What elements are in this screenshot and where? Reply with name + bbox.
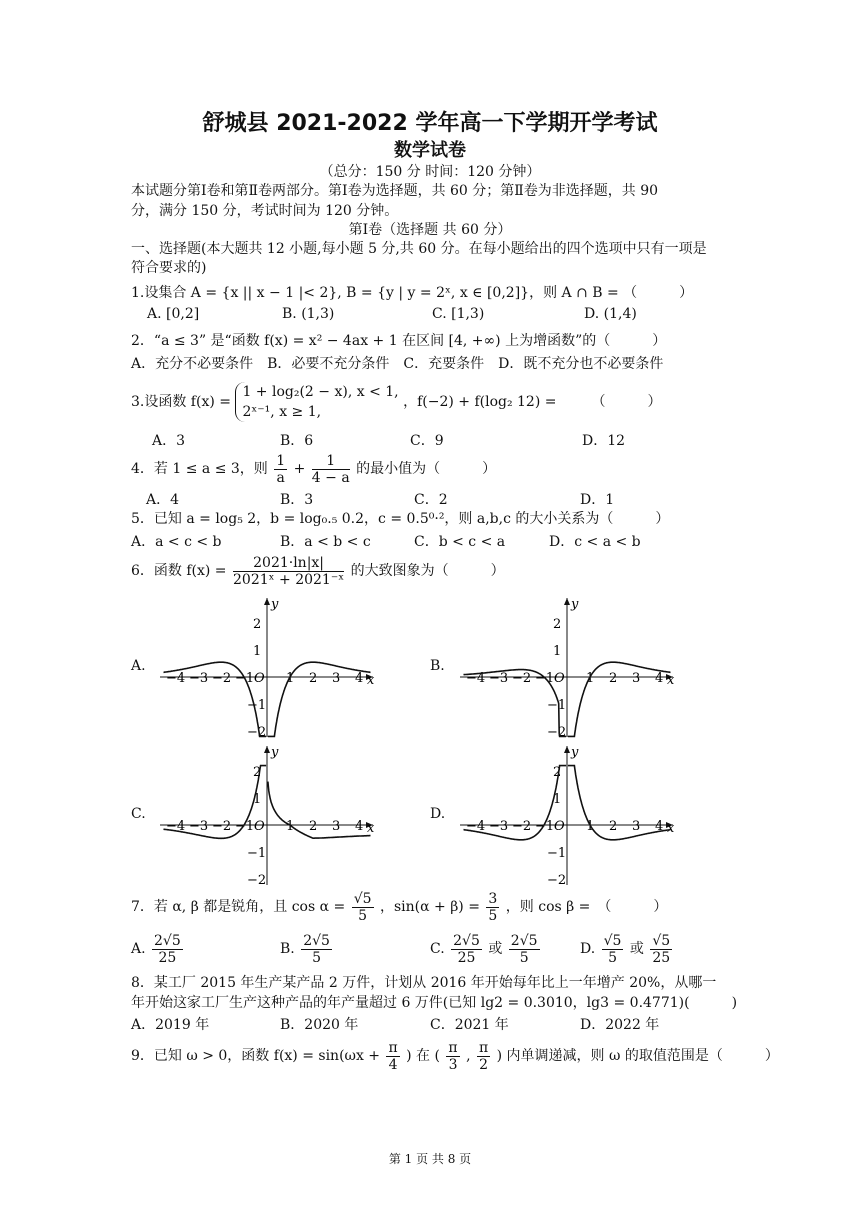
q6-option-c-label: C.	[131, 806, 146, 822]
x-tick-label: 2	[609, 671, 618, 686]
x-tick-label: −4	[166, 671, 186, 686]
origin-label: O	[254, 671, 265, 686]
q7-a-den: 25	[158, 949, 177, 966]
q9-pi-num: π	[388, 1039, 398, 1056]
y-axis-arrow	[564, 746, 570, 753]
q4-option-a: A．4	[146, 492, 180, 508]
q7-sin-frac	[486, 891, 499, 924]
exam-subject: 数学试卷	[394, 140, 466, 161]
x-tick-label: −1	[535, 671, 555, 686]
x-tick-label: 2	[609, 819, 618, 834]
q7-option-a	[131, 930, 185, 968]
q7-prefix: 7．若 α, β 都是锐角，且 cos α =	[131, 899, 346, 915]
q7-d-num1: √5	[603, 932, 622, 949]
y-tick-label: −1	[547, 698, 567, 713]
x-tick-label: −3	[489, 671, 509, 686]
y-tick-label: 2	[253, 617, 262, 632]
x-tick-label: 3	[632, 819, 641, 834]
x-tick-label: 4	[655, 819, 664, 834]
intro-line-2: 分，满分 150 分，考试时间为 120 分钟。	[131, 203, 399, 219]
q3-option-a: A．3	[152, 433, 186, 449]
q6-graph-d	[455, 740, 680, 890]
y-tick-label: −2	[247, 873, 267, 888]
q7-c-num1: 2√5	[453, 932, 480, 949]
q4-f2-num: 1	[312, 453, 350, 470]
q3-option-d: D．12	[582, 433, 626, 449]
q7-c-den1: 25	[457, 949, 476, 966]
exam-meta: （总分：150 分 时间：120 分钟）	[319, 164, 541, 180]
q7-option-c	[430, 930, 542, 968]
y-axis-arrow	[264, 746, 270, 753]
q8-option-b: B．2020 年	[280, 1017, 359, 1033]
x-tick-label: −3	[489, 819, 509, 834]
q7-stem	[131, 888, 667, 926]
q1-stem: 1.设集合 A = {x || x − 1 |< 2}, B = {y | y = 2ˣ, x ∈ [0,2]}，则 A ∩ B = （ ）	[131, 285, 694, 301]
q9-pi-den: 4	[388, 1056, 398, 1073]
q4-plus: +	[293, 461, 306, 477]
origin-label: O	[554, 819, 565, 834]
y-axis-label: y	[271, 597, 279, 612]
q9-suffix: ) 内单调递减，则 ω 的取值范围是（ ）	[496, 1048, 779, 1064]
y-tick-label: 2	[253, 765, 262, 780]
q7-d-den1: 5	[608, 949, 618, 966]
q3-option-c: C．9	[410, 433, 444, 449]
q9-prefix: 9．已知 ω > 0，函数 f(x) = sin(ωx +	[131, 1048, 381, 1064]
y-tick-label: −2	[247, 725, 267, 740]
y-tick-label: −2	[547, 873, 567, 888]
q7-sin-num: 3	[488, 890, 498, 907]
q7-d-or: 或	[629, 941, 644, 957]
q6-option-a-label: A.	[131, 658, 146, 674]
q6-graph-c	[155, 740, 380, 890]
q5-option-c: C．b < c < a	[414, 534, 506, 550]
q7-a-num: 2√5	[154, 932, 181, 949]
q5-option-b: B．a < b < c	[280, 534, 371, 550]
y-tick-label: 1	[253, 792, 262, 807]
q3-suffix: ，f(−2) + f(log₂ 12) = （ ）	[403, 394, 662, 410]
x-tick-label: −1	[535, 819, 555, 834]
q4-option-b: B．3	[280, 492, 314, 508]
q3-stem	[131, 380, 661, 424]
x-tick-label: −2	[512, 819, 532, 834]
part-instructions-2: 符合要求的)	[131, 260, 207, 276]
q3-piece-1: 1 + log₂(2 − x), x < 1,	[242, 384, 399, 400]
q6-stem	[131, 552, 505, 590]
q7-b-den: 5	[312, 949, 322, 966]
q9-mid: ) 在 (	[406, 1048, 440, 1064]
x-tick-label: −4	[466, 671, 486, 686]
x-tick-label: 1	[586, 671, 595, 686]
x-tick-label: 1	[586, 819, 595, 834]
y-tick-label: 2	[553, 765, 562, 780]
q3-prefix: 3.设函数 f(x) =	[131, 394, 231, 410]
q1-option-c: C. [1,3)	[432, 306, 485, 322]
x-tick-label: −2	[212, 819, 232, 834]
x-tick-label: −4	[466, 819, 486, 834]
x-tick-label: −1	[235, 671, 255, 686]
q7-b-label: B.	[280, 941, 295, 957]
q1-option-b: B. (1,3)	[282, 306, 335, 322]
q7-c-or: 或	[488, 941, 503, 957]
q4-f2-den: 4 − a	[311, 469, 350, 486]
q7-suffix: ，则 cos β = （ ）	[505, 899, 668, 915]
q4-fraction-2	[312, 453, 350, 486]
x-tick-label: 3	[332, 671, 341, 686]
x-tick-label: 1	[286, 819, 295, 834]
q4-fraction-1	[274, 453, 287, 486]
q6-option-b-label: B.	[430, 658, 445, 674]
x-axis-label: x	[667, 673, 675, 688]
q8-line-1: 8．某工厂 2015 年生产某产品 2 万件，计划从 2016 年开始每年比上一年增产 20%，从哪一	[131, 975, 717, 991]
q6-graph-b	[455, 592, 680, 742]
q7-a-label: A.	[131, 941, 146, 957]
x-tick-label: −1	[235, 819, 255, 834]
q5-stem: 5．已知 a = log₅ 2，b = log₀.₅ 0.2，c = 0.5⁰·²，则 a,b,c 的大小关系为（ ）	[131, 511, 670, 527]
q7-b-num: 2√5	[303, 932, 330, 949]
origin-label: O	[554, 671, 565, 686]
y-axis-label: y	[571, 597, 579, 612]
x-tick-label: 4	[655, 671, 664, 686]
q7-option-d	[580, 930, 674, 968]
q7-c-den2: 5	[519, 949, 529, 966]
q9-i2-num: π	[478, 1039, 489, 1056]
q6-fraction	[233, 555, 344, 588]
q4-option-d: D．1	[580, 492, 615, 508]
x-tick-label: −3	[189, 671, 209, 686]
q1-option-d: D. (1,4)	[584, 306, 637, 322]
x-axis-label: x	[367, 821, 375, 836]
origin-label: O	[254, 819, 265, 834]
x-tick-label: 3	[632, 671, 641, 686]
q9-stem	[131, 1036, 779, 1076]
page-footer: 第 1 页 共 8 页	[388, 1152, 472, 1166]
x-tick-label: −2	[212, 671, 232, 686]
y-tick-label: 1	[253, 644, 262, 659]
y-tick-label: −1	[247, 698, 267, 713]
q4-f1-den: a	[276, 469, 285, 486]
q8-line-2: 年开始这家工厂生产这种产品的年产量超过 6 万件(已知 lg2 = 0.3010，lg3 = 0.4771)( )	[131, 995, 738, 1011]
y-axis-arrow	[564, 598, 570, 605]
q4-option-c: C．2	[414, 492, 448, 508]
q4-f1-num: 1	[276, 452, 286, 469]
y-tick-label: 2	[553, 617, 562, 632]
q3-piece-2: 2ˣ⁻¹, x ≥ 1,	[242, 404, 322, 420]
y-tick-label: 1	[553, 792, 562, 807]
q7-cos-frac	[352, 891, 374, 924]
q7-sin-den: 5	[488, 907, 498, 924]
y-axis-label: y	[271, 745, 279, 760]
q7-option-b	[280, 930, 334, 968]
q7-d-den2: 25	[652, 949, 671, 966]
q6-num: 2021·ln|x|	[233, 555, 344, 572]
q6-prefix: 6．函数 f(x) =	[131, 563, 227, 579]
x-tick-label: 4	[355, 819, 364, 834]
section-heading: 第Ⅰ卷（选择题 共 60 分）	[348, 222, 512, 238]
part-instructions-1: 一、选择题(本大题共 12 小题,每小题 5 分,共 60 分。在每小题给出的四个选项中只有一项是	[131, 241, 707, 257]
q4-prefix: 4．若 1 ≤ a ≤ 3，则	[131, 461, 268, 477]
q4-suffix: 的最小值为（ ）	[356, 461, 497, 477]
x-tick-label: −4	[166, 819, 186, 834]
y-tick-label: −2	[547, 725, 567, 740]
x-tick-label: 2	[309, 671, 318, 686]
q2-stem: 2．“a ≤ 3” 是“函数 f(x) = x² − 4ax + 1 在区间 [4, +∞) 上为增函数”的（ ）	[131, 333, 667, 349]
q7-c-label: C.	[430, 941, 445, 957]
q2-options: A．充分不必要条件 B．必要不充分条件 C．充要条件 D．既不充分也不必要条件	[131, 356, 664, 372]
q3-option-b: B．6	[280, 433, 314, 449]
q4-stem	[131, 451, 496, 487]
y-tick-label: −1	[547, 846, 567, 861]
q6-suffix: 的大致图象为（ ）	[350, 563, 505, 579]
q9-i2-den: 2	[479, 1056, 489, 1073]
q8-option-c: C．2021 年	[430, 1017, 509, 1033]
x-tick-label: 1	[286, 671, 295, 686]
q7-d-label: D.	[580, 941, 596, 957]
q8-option-d: D．2022 年	[580, 1017, 660, 1033]
x-tick-label: −2	[512, 671, 532, 686]
y-axis-label: y	[571, 745, 579, 760]
q6-graph-a	[155, 592, 380, 742]
intro-line-1: 本试题分第Ⅰ卷和第Ⅱ卷两部分。第Ⅰ卷为选择题，共 60 分；第Ⅱ卷为非选择题，共 90	[131, 183, 659, 199]
q6-den: 2021ˣ + 2021⁻ˣ	[233, 571, 345, 588]
x-axis-label: x	[367, 673, 375, 688]
x-tick-label: 2	[309, 819, 318, 834]
q7-cos-num: √5	[353, 890, 372, 907]
y-tick-label: −1	[247, 846, 267, 861]
q5-option-d: D．c < a < b	[549, 534, 641, 550]
q7-mid: ，sin(α + β) =	[379, 899, 480, 915]
exam-title: 舒城县 2021-2022 学年高一下学期开学考试	[202, 111, 658, 136]
q8-option-a: A．2019 年	[131, 1017, 210, 1033]
q5-option-a: A．a < c < b	[131, 534, 222, 550]
q9-comma: ,	[466, 1048, 471, 1064]
y-tick-label: 1	[553, 644, 562, 659]
q7-d-num2: √5	[652, 932, 671, 949]
q3-piecewise	[235, 382, 398, 422]
x-tick-label: 3	[332, 819, 341, 834]
q9-i1-den: 3	[448, 1056, 458, 1073]
q9-i1-num: π	[448, 1039, 458, 1056]
q6-option-d-label: D.	[430, 806, 446, 822]
x-tick-label: −3	[189, 819, 209, 834]
x-axis-label: x	[667, 821, 675, 836]
y-axis-arrow	[264, 598, 270, 605]
q7-cos-den: 5	[358, 907, 368, 924]
q7-c-num2: 2√5	[510, 932, 538, 949]
x-tick-label: 4	[355, 671, 364, 686]
q1-option-a: A. [0,2]	[147, 306, 200, 322]
